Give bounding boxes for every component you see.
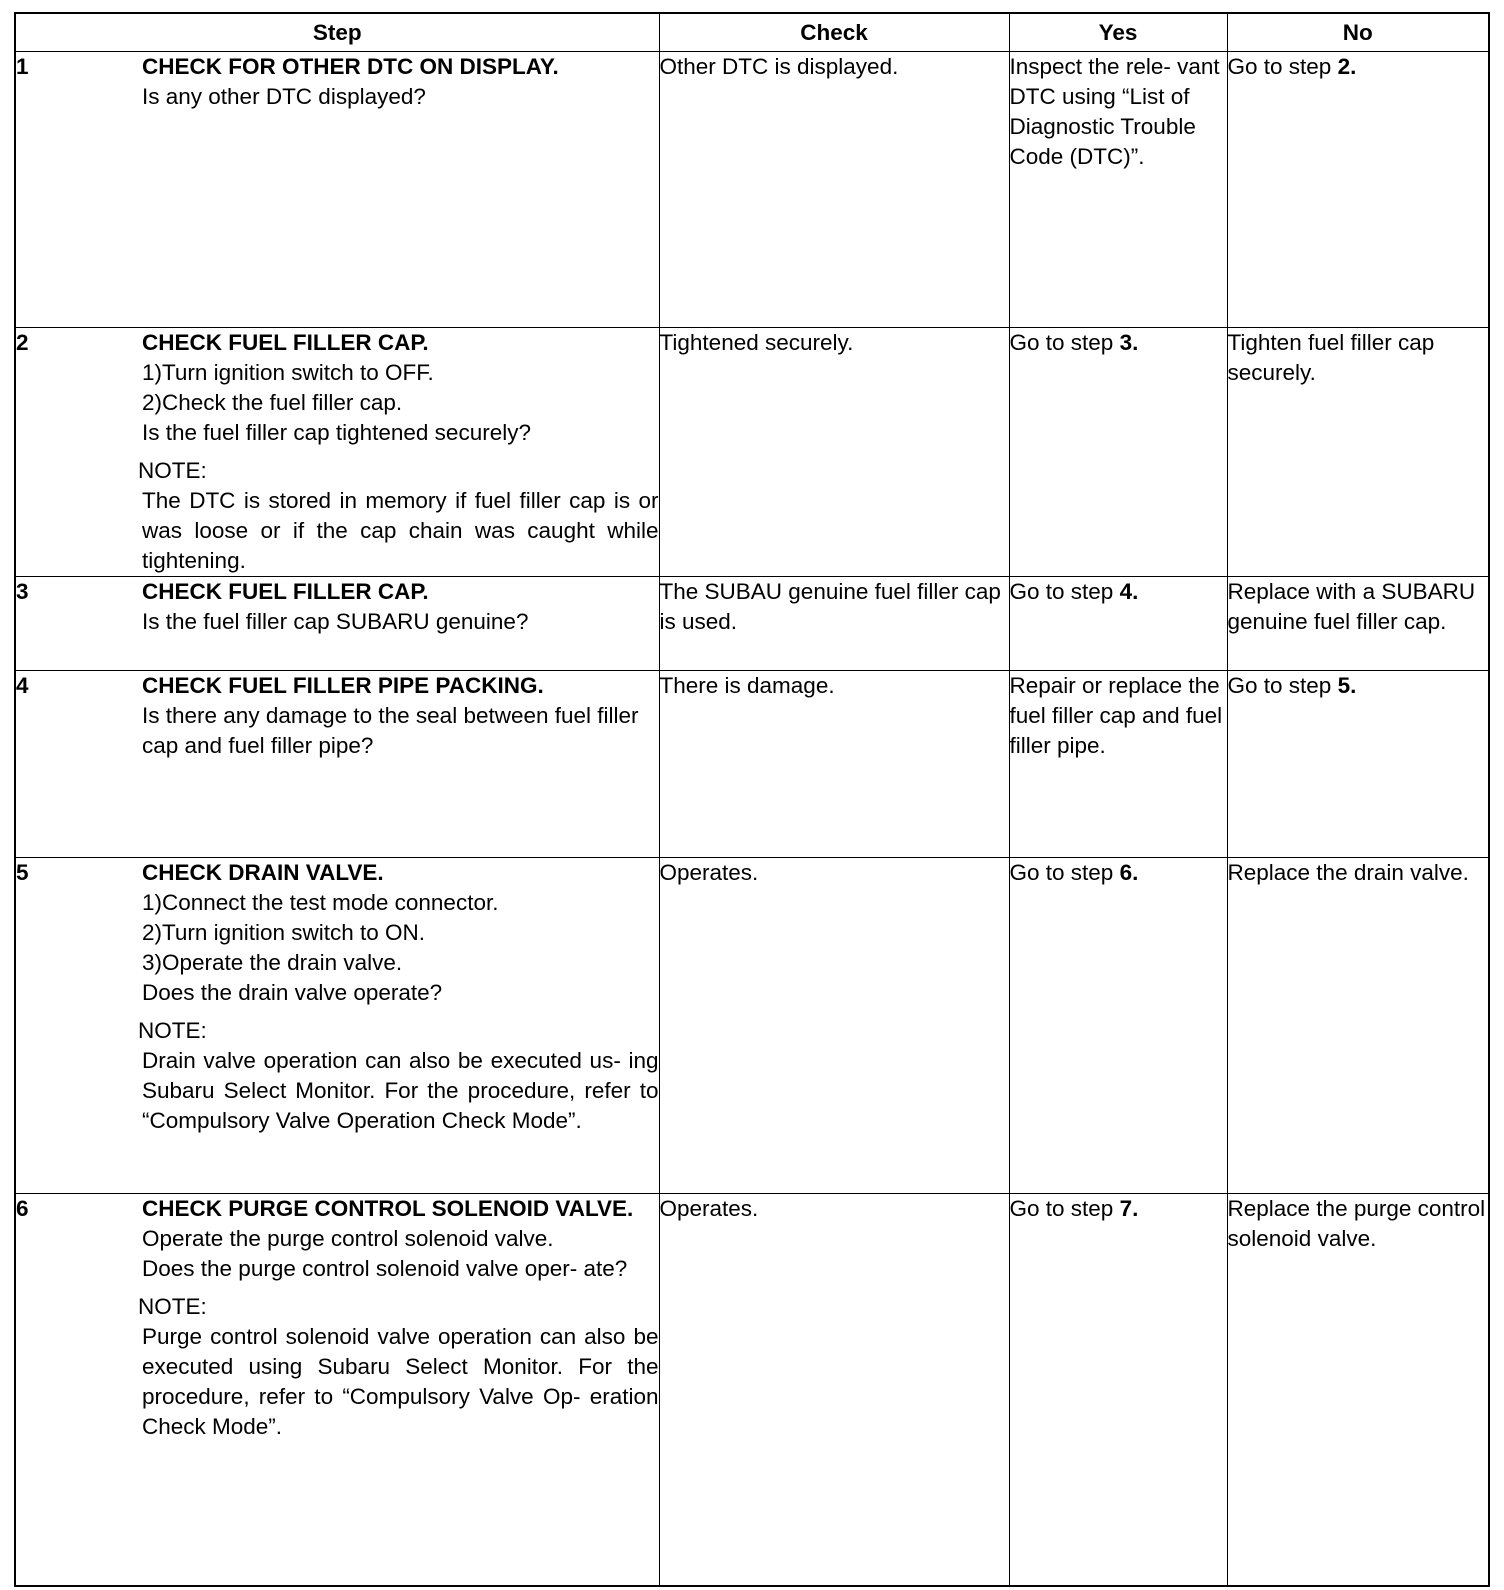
- step-instruction: 2)Check the fuel filler cap.: [142, 390, 403, 415]
- check-cell: Operates.: [659, 858, 1009, 1194]
- yes-text: Go to step: [1009, 579, 1114, 604]
- step-instruction: Is there any damage to the seal between fuel filler cap and fuel filler pipe?: [142, 703, 639, 758]
- step-cell: [15, 577, 659, 671]
- check-cell: Tightened securely.: [659, 328, 1009, 577]
- diagnostic-procedure-sheet: [14, 12, 1488, 1586]
- step-body: [138, 328, 659, 576]
- check-cell: Operates.: [659, 1194, 1009, 1586]
- step-title: CHECK FUEL FILLER CAP.: [142, 330, 429, 355]
- check-cell: There is damage.: [659, 671, 1009, 858]
- yes-text: Go to step: [1009, 330, 1114, 355]
- step-cell: [15, 671, 659, 858]
- header-yes: Yes: [1009, 13, 1227, 52]
- step-instruction: 2)Turn ignition switch to ON.: [142, 920, 426, 945]
- yes-cell: [1009, 858, 1227, 1194]
- note-label: NOTE:: [138, 458, 207, 483]
- yes-cell: [1009, 577, 1227, 671]
- step-title: CHECK FOR OTHER DTC ON DISPLAY.: [142, 54, 559, 79]
- step-instruction: Is any other DTC displayed?: [142, 84, 426, 109]
- step-cell: [15, 328, 659, 577]
- step-instruction: Does the purge control solenoid valve oper- ate?: [142, 1256, 628, 1281]
- yes-text: Go to step: [1009, 860, 1114, 885]
- step-number: 1: [16, 54, 29, 79]
- no-cell: Replace the purge control solenoid valve.: [1227, 1194, 1489, 1586]
- note-label: NOTE:: [138, 1294, 207, 1319]
- no-step-ref: 5.: [1337, 673, 1357, 698]
- table-row: [15, 577, 1489, 671]
- note-text: The DTC is stored in memory if fuel filler cap is or was loose or if the cap chain was caught while tightening.: [142, 488, 659, 573]
- header-no: No: [1227, 13, 1489, 52]
- step-cell: [15, 858, 659, 1194]
- note-text: Purge control solenoid valve operation can also be executed using Subaru Select Monitor. For the procedure, refer to “Compulsory Valve Op- eration Check Mode”.: [142, 1324, 659, 1439]
- step-title: CHECK DRAIN VALVE.: [142, 860, 384, 885]
- no-cell: Replace the drain valve.: [1227, 858, 1489, 1194]
- yes-text: Go to step: [1009, 1196, 1114, 1221]
- yes-cell: Inspect the rele- vant DTC using “List of Diagnostic Trouble Code (DTC)”.: [1009, 52, 1227, 328]
- yes-step-ref: 7.: [1119, 1196, 1139, 1221]
- no-text: Go to step: [1227, 673, 1332, 698]
- yes-step-ref: 4.: [1119, 579, 1139, 604]
- step-instruction: 3)Operate the drain valve.: [142, 950, 403, 975]
- step-title: CHECK FUEL FILLER PIPE PACKING.: [142, 673, 544, 698]
- step-cell: [15, 52, 659, 328]
- step-body: [142, 52, 659, 112]
- step-cell: [15, 1194, 659, 1586]
- step-title: CHECK FUEL FILLER CAP.: [142, 579, 429, 604]
- step-body: [142, 671, 659, 761]
- step-instruction: Does the drain valve operate?: [142, 980, 443, 1005]
- table-row: [15, 671, 1489, 858]
- header-step: Step: [15, 13, 659, 52]
- step-instruction: Operate the purge control solenoid valve.: [142, 1226, 554, 1251]
- step-body: [142, 577, 659, 637]
- step-instruction: Is the fuel filler cap tightened securely?: [142, 420, 531, 445]
- no-cell: Replace with a SUBARU genuine fuel filler cap.: [1227, 577, 1489, 671]
- no-step-ref: 2.: [1337, 54, 1357, 79]
- diagnostic-table: [14, 12, 1490, 1587]
- note-label: NOTE:: [138, 1018, 207, 1043]
- step-body: [138, 858, 659, 1136]
- no-cell: Tighten fuel filler cap securely.: [1227, 328, 1489, 577]
- yes-cell: Repair or replace the fuel filler cap and fuel filler pipe.: [1009, 671, 1227, 858]
- step-number: 3: [16, 579, 29, 604]
- check-cell: The SUBAU genuine fuel filler cap is used.: [659, 577, 1009, 671]
- check-cell: Other DTC is displayed.: [659, 52, 1009, 328]
- note-text: Drain valve operation can also be executed us- ing Subaru Select Monitor. For the procedure, refer to “Compulsory Valve Operation Check Mode”.: [142, 1048, 659, 1133]
- step-number: 5: [16, 860, 29, 885]
- step-body: [138, 1194, 659, 1442]
- step-instruction: 1)Turn ignition switch to OFF.: [142, 360, 434, 385]
- table-row: [15, 52, 1489, 328]
- step-instruction: Is the fuel filler cap SUBARU genuine?: [142, 609, 529, 634]
- table-row: [15, 1194, 1489, 1586]
- yes-cell: [1009, 1194, 1227, 1586]
- no-text: Go to step: [1227, 54, 1332, 79]
- table-row: [15, 328, 1489, 577]
- yes-step-ref: 6.: [1119, 860, 1139, 885]
- step-number: 4: [16, 673, 29, 698]
- header-check: Check: [659, 13, 1009, 52]
- table-row: [15, 858, 1489, 1194]
- table-header-row: [15, 13, 1489, 52]
- no-cell: [1227, 671, 1489, 858]
- yes-step-ref: 3.: [1119, 330, 1139, 355]
- step-instruction: 1)Connect the test mode connector.: [142, 890, 499, 915]
- step-number: 2: [16, 330, 29, 355]
- no-cell: [1227, 52, 1489, 328]
- step-title: CHECK PURGE CONTROL SOLENOID VALVE.: [142, 1196, 634, 1221]
- yes-cell: [1009, 328, 1227, 577]
- step-number: 6: [16, 1196, 29, 1221]
